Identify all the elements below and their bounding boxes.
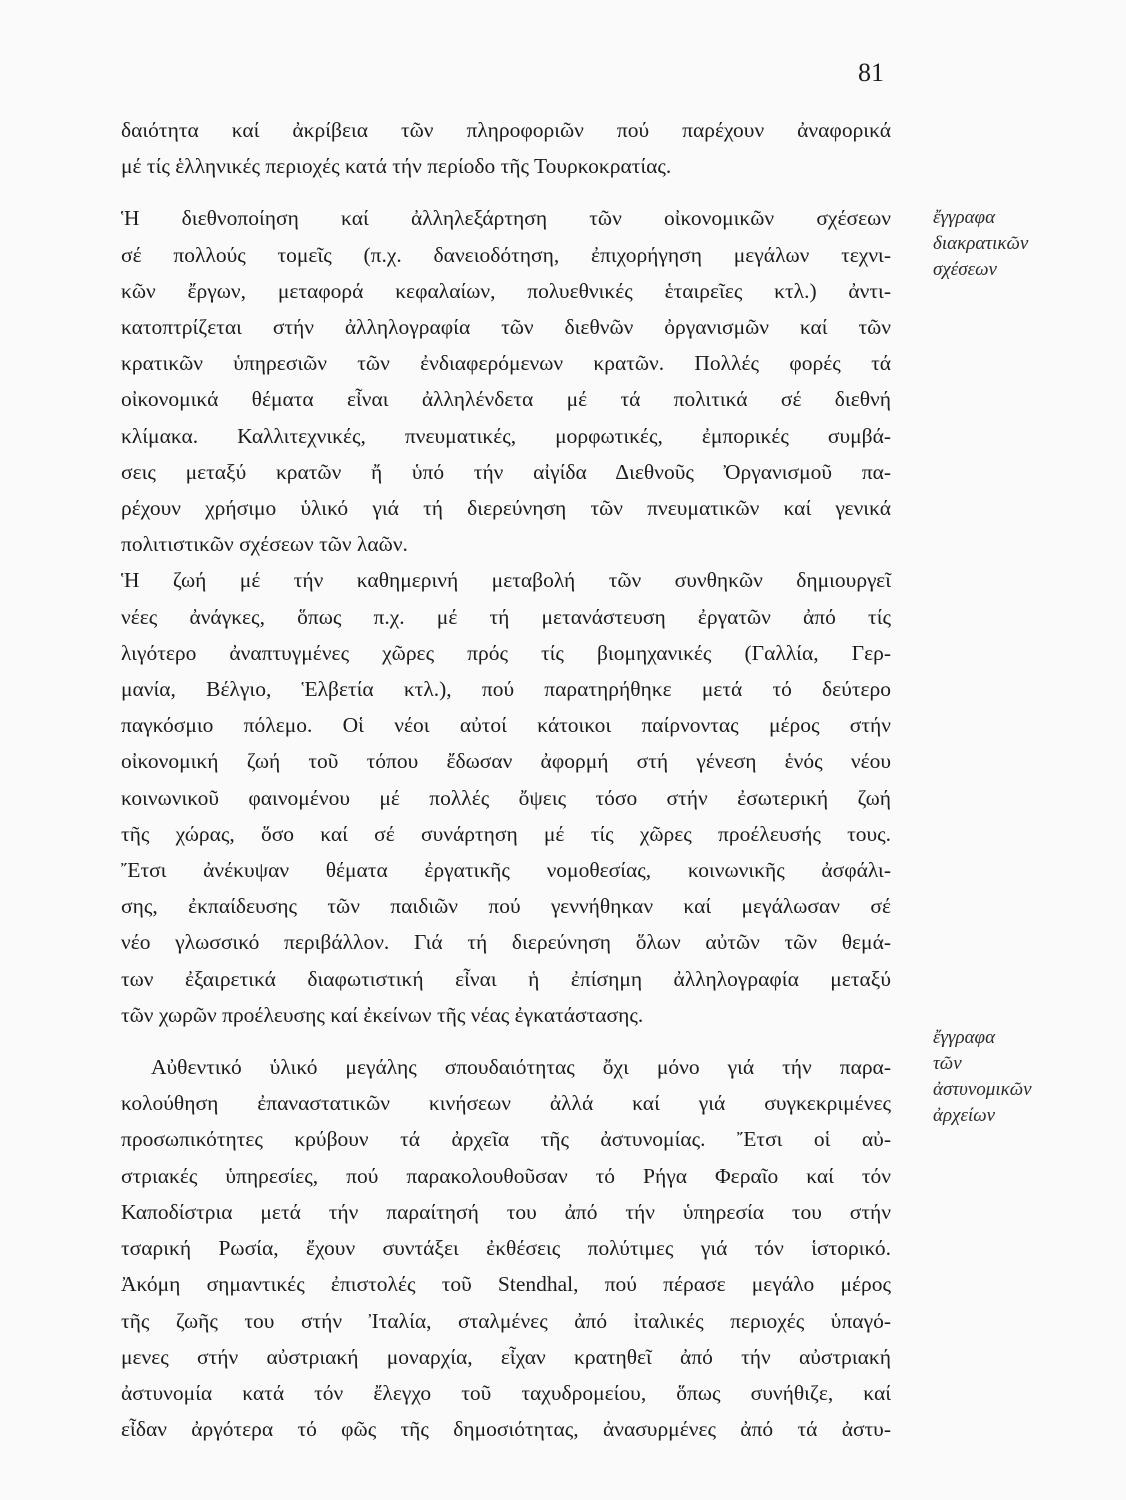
text-line: τῆς χώρας, ὅσο καί σέ συνάρτηση μέ τίς χῶρες προέλευσής τους. <box>121 821 891 846</box>
text-line: πολιτιστικῶν σχέσεων τῶν λαῶν. <box>121 532 408 557</box>
text-line: ἀστυνομία κατά τόν ἔλεγχο τοῦ ταχυδρομείου, ὅπως συνήθιζε, καί <box>121 1380 891 1405</box>
text-line: εἶδαν ἀργότερα τό φῶς τῆς δημοσιότητας, ἀνασυρμένες ἀπό τά ἀστυ- <box>121 1417 891 1442</box>
text-line: Ἔτσι ἀνέκυψαν θέματα ἐργατικῆς νομοθεσίας, κοινωνικῆς ἀσφάλι- <box>121 858 891 883</box>
text-line: Ἡ διεθνοποίηση καί ἀλληλεξάρτηση τῶν οἰκονομικῶν σχέσεων <box>121 206 891 231</box>
text-line: νέο γλωσσικό περιβάλλον. Γιά τή διερεύνηση ὅλων αὐτῶν τῶν θεμά- <box>121 930 891 955</box>
page-number: 81 <box>858 58 884 87</box>
text-line: κῶν ἔργων, μεταφορά κεφαλαίων, πολυεθνικές ἑταιρεῖες κτλ.) ἀντι- <box>121 278 891 303</box>
margin-note-interstate-documents <box>933 205 1028 283</box>
body-text <box>121 112 891 1447</box>
text-line: ρέχουν χρήσιμο ὑλικό γιά τή διερεύνηση τῶν πνευματικῶν καί γενικά <box>121 496 891 521</box>
paragraph <box>121 112 891 184</box>
margin-note-line: τῶν <box>933 1053 962 1074</box>
text-line: σεις μεταξύ κρατῶν ἤ ὑπό τήν αἰγίδα Διεθνοῦς Ὀργανισμοῦ πα- <box>121 459 891 484</box>
margin-note-line: ἔγγραφα <box>933 207 996 228</box>
text-line: Καποδίστρια μετά τήν παραίτησή του ἀπό τήν ὑπηρεσία του στήν <box>121 1199 891 1224</box>
text-line: Ἀκόμη σημαντικές ἐπιστολές τοῦ Stendhal, πού πέρασε μεγάλο μέρος <box>121 1272 891 1297</box>
margin-note-police-archives <box>933 1025 1032 1129</box>
text-line: προσωπικότητες κρύβουν τά ἀρχεῖα τῆς ἀστυνομίας. Ἔτσι οἱ αὐ- <box>121 1127 891 1152</box>
text-line: Αὐθεντικό ὑλικό μεγάλης σπουδαιότητας ὄχι μόνο γιά τήν παρα- <box>151 1055 891 1080</box>
paragraph <box>121 562 891 1033</box>
text-line: οἰκονομική ζωή τοῦ τόπου ἔδωσαν ἀφορμή στή γένεση ἑνός νέου <box>121 749 891 774</box>
text-line: τῆς ζωῆς του στήν Ἰταλία, σταλμένες ἀπό ἰταλικές περιοχές ὑπαγό- <box>121 1308 891 1333</box>
text-line: μέ τίς ἑλληνικές περιοχές κατά τήν περίοδο τῆς Τουρκοκρατίας. <box>121 154 672 179</box>
text-line: δαιότητα καί ἀκρίβεια τῶν πληροφοριῶν πού παρέχουν ἀναφορικά <box>121 118 891 142</box>
paragraph <box>121 200 891 562</box>
text-line: λιγότερο ἀναπτυγμένες χῶρες πρός τίς βιομηχανικές (Γαλλία, Γερ- <box>121 640 891 665</box>
margin-note-line: ἀρχείων <box>933 1105 996 1126</box>
text-line: παγκόσμιο πόλεμο. Οἱ νέοι αὐτοί κάτοικοι παίρνοντας μέρος στήν <box>121 713 891 738</box>
text-line: κατοπτρίζεται στήν ἀλληλογραφία τῶν διεθνῶν ὀργανισμῶν καί τῶν <box>121 315 891 340</box>
margin-note-line: διακρατικῶν <box>933 233 1029 254</box>
text-line: κοινωνικοῦ φαινομένου μέ πολλές ὄψεις τόσο στήν ἐσωτερική ζωή <box>121 785 891 810</box>
margin-note-line: ἀστυνομικῶν <box>933 1079 1032 1100</box>
text-line: στριακές ὑπηρεσίες, πού παρακολουθοῦσαν τό Ρήγα Φεραῖο καί τόν <box>121 1163 891 1188</box>
text-line: κολούθηση ἐπαναστατικῶν κινήσεων ἀλλά καί γιά συγκεκριμένες <box>121 1091 891 1116</box>
text-line: Ἡ ζωή μέ τήν καθημερινή μεταβολή τῶν συνθηκῶν δημιουργεῖ <box>121 568 891 593</box>
text-line: κλίμακα. Καλλιτεχνικές, πνευματικές, μορφωτικές, ἐμπορικές συμβά- <box>121 423 891 448</box>
text-line: σης, ἐκπαίδευσης τῶν παιδιῶν πού γεννήθηκαν καί μεγάλωσαν σέ <box>121 894 891 919</box>
text-line: σέ πολλούς τομεῖς (π.χ. δανειοδότηση, ἐπιχορήγηση μεγάλων τεχνι- <box>121 242 891 267</box>
margin-note-line: σχέσεων <box>933 259 997 280</box>
margin-note-line: ἔγγραφα <box>933 1027 996 1048</box>
text-line: νέες ἀνάγκες, ὅπως π.χ. μέ τή μετανάστευση ἐργατῶν ἀπό τίς <box>121 604 891 629</box>
text-line: τσαρική Ρωσία, ἔχουν συντάξει ἐκθέσεις πολύτιμες γιά τόν ἱστορικό. <box>121 1236 891 1261</box>
text-line: οἰκονομικά θέματα εἶναι ἀλληλένδετα μέ τά πολιτικά σέ διεθνή <box>121 387 891 412</box>
text-line: κρατικῶν ὑπηρεσιῶν τῶν ἐνδιαφερόμενων κρατῶν. Πολλές φορές τά <box>121 351 891 376</box>
text-line: μανία, Βέλγιο, Ἑλβετία κτλ.), πού παρατηρήθηκε μετά τό δεύτερο <box>121 677 891 702</box>
paragraph <box>121 1049 891 1447</box>
text-line: των ἐξαιρετικά διαφωτιστική εἶναι ἡ ἐπίσημη ἀλληλογραφία μεταξύ <box>121 966 891 991</box>
text-line: μενες στήν αὐστριακή μοναρχία, εἶχαν κρατηθεῖ ἀπό τήν αὐστριακή <box>121 1344 891 1369</box>
text-line: τῶν χωρῶν προέλευσης καί ἐκείνων τῆς νέας ἐγκατάστασης. <box>121 1002 644 1027</box>
